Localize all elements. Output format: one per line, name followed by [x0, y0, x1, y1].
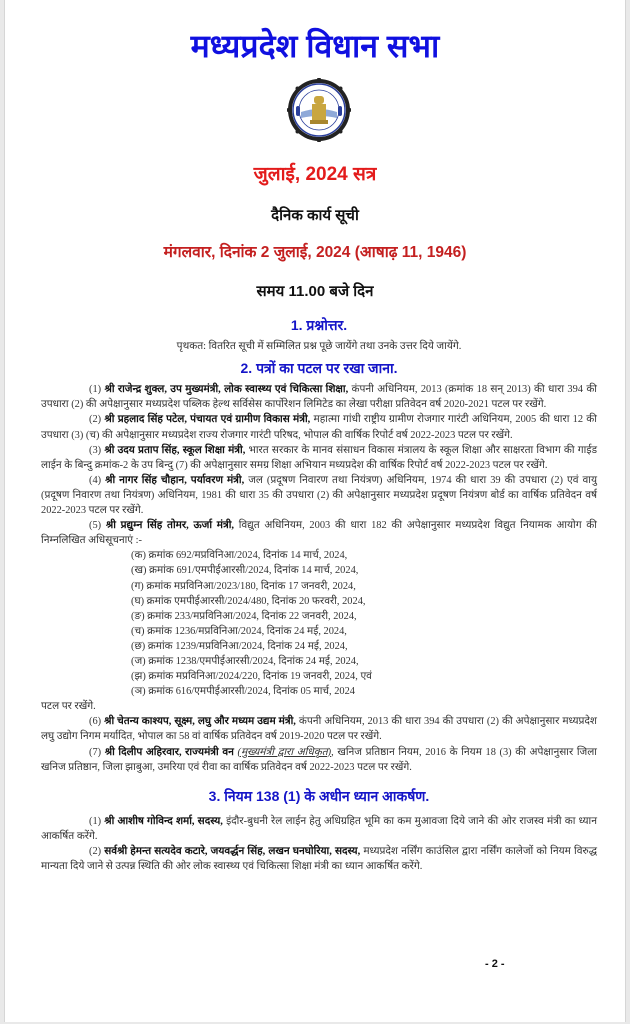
member-name: श्री आशीष गोविन्द शर्मा, सदस्य, [104, 815, 223, 827]
item-text: कंपनी अधिनियम, 2013 की धारा 394 की उपधारा (2) की अपेक्षानुसार मध्यप्रदेश लघु उद्योग निगम मर्यादित, भोपाल का 58 वां वार्षिक प्रतिवेदन वर्ष 2019-2020 पटल पर रखेंगे. [41, 716, 597, 743]
notification-item: (ख) क्रमांक 691/एमपीईआरसी/2024, दिनांक 14 मार्च, 2024, [131, 565, 359, 577]
item-text: मध्यप्रदेश नर्सिंग काउंसिल द्वारा नर्सिंग कालेजों को नियम विरुद्ध मान्यता दिये जाने से उत्पन्न स्थिति की ओर लोक स्वास्थ्य एवं चिकित्सा शिक्षा मंत्री का ध्यान आकर्षित करेंगे. [41, 846, 597, 873]
paper-item [41, 745, 597, 775]
section-heading-papers: 2. पत्रों का पटल पर रखा जाना. [240, 360, 398, 377]
item-text: विद्युत अधिनियम, 2003 की धारा 182 की अपेक्षानुसार मध्यप्रदेश विद्युत नियामक आयोग की निम्नलिखित अधिसूचनाएं :- [41, 520, 597, 547]
item-number: (7) [89, 746, 102, 758]
item-number: (6) [89, 716, 102, 728]
minister-name: श्री नागर सिंह चौहान, पर्यावरण मंत्री, [105, 474, 245, 486]
notification-item: (घ) क्रमांक एमपीईआरसी/2024/480, दिनांक 20 फरवरी, 2024, [131, 595, 366, 607]
notification-item: (झ) क्रमांक मप्रविनिआ/2024/220, दिनांक 19 जनवरी, 2024, एवं [131, 671, 372, 683]
notification-item: (ङ) क्रमांक 233/मप्रविनिआ/2024, दिनांक 22 जनवरी, 2024, [131, 610, 357, 622]
paper-item [41, 473, 597, 518]
item-text: भारत सरकार के मानव संसाधन विकास मंत्रालय के स्कूल शिक्षा और साक्षरता विभाग की गाईड लाईन के बिन्दु क्रमांक-2 के उप बिन्दु (7) की अपेक्षानुसार समग्र शिक्षा अभियान मध्यप्रदेश की वार्षिक रिपोर्ट वर्ष 2022-2023 पटल पर रखेंगे. [41, 444, 598, 471]
session-title: जुलाई, 2024 सत्र [253, 164, 377, 185]
notification-item: (छ) क्रमांक 1239/मप्रविनिआ/2024, दिनांक 24 मई, 2024, [131, 640, 348, 652]
minister-name: श्री प्रहलाद सिंह पटेल, पंचायत एवं ग्रामीण विकास मंत्री, [104, 414, 311, 426]
item-text: महात्मा गांधी राष्ट्रीय ग्रामीण रोजगार गारंटी अधिनियम, 2005 की धारा 12 की उपधारा (3) (च) की अपेक्षानुसार मध्यप्रदेश राज्य रोजगार गारंटी परिषद, भोपाल की वार्षिक रिपोर्ट वर्ष 2022-2023 पटल पर रखेंगे. [41, 414, 597, 441]
authorization-note: (मुख्यमंत्री द्वारा अधिकृत) [237, 746, 332, 758]
item-text: जल (प्रदूषण निवारण तथा नियंत्रण) अधिनियम, 1974 की धारा 39 की उपधारा (2) एवं वायु (प्रदूषण निवारण तथा नियंत्रण) अधिनियम, 1981 की धारा 35 की उपधारा (2) की अपेक्षानुसार मध्यप्रदेश प्रदूषण नियंत्रण बोर्ड का वार्षिक प्रतिवेदन वर्ष 2022-2023 पटल पर रखेंगे. [41, 474, 597, 517]
attention-item [41, 844, 597, 874]
item-text: , खनिज प्रतिष्ठान नियम, 2016 के नियम 18 (3) की अपेक्षानुसार जिला खनिज प्रतिष्ठान, जिला झाबुआ, उमरिया एवं रीवा का वार्षिक प्रतिवेदन वर्ष 2022-2023 पटल पर रखेंगे. [41, 746, 597, 773]
section-heading-attention: 3. नियम 138 (1) के अधीन ध्यान आकर्षण. [208, 787, 430, 804]
item-number: (2) [89, 846, 102, 857]
item-text: इंदौर-बुधनी रेल लाईन हेतु अधिग्रहित भूमि का कम मुआवजा दिये जाने की ओर राजस्व मंत्री का ध्यान आकर्षित करेंगे. [41, 815, 597, 842]
notification-item: (क) क्रमांक 692/मप्रविनिआ/2024, दिनांक 14 मार्च, 2024, [131, 550, 348, 562]
session-date: मंगलवार, दिनांक 2 जुलाई, 2024 (आषाढ़ 11, 1946) [163, 244, 467, 261]
document-page [4, 0, 626, 1022]
paper-item [41, 382, 597, 412]
agenda-body [41, 318, 597, 874]
item-number: (5) [89, 520, 102, 532]
item-number: (1) [89, 384, 102, 396]
questions-note: पृथकत: वितरित सूची में सम्मिलित प्रश्न पूछे जायेंगे तथा उनके उत्तर दिये जायेंगे. [176, 341, 462, 353]
minister-name: श्री उदय प्रताप सिंह, स्कूल शिक्षा मंत्री, [104, 444, 246, 456]
paper-item [41, 412, 597, 442]
minister-name: श्री राजेन्द्र शुक्ल, उप मुख्यमंत्री, लोक स्वास्थ्य एवं चिकित्सा शिक्षा, [104, 384, 349, 396]
notifications-tail: पटल पर रखेंगे. [41, 701, 96, 713]
section-heading-questions: 1. प्रश्नोत्तर. [290, 317, 348, 333]
item-text: कंपनी अधिनियम, 2013 (क्रमांक 18 सन् 2013) की धारा 394 की उपधारा (2) की अपेक्षानुसार मध्यप्रदेश पब्लिक हेल्थ सर्विसेस कार्पोरेशन लिमिटेड का लेखा परीक्षा प्रतिवेदन वर्ष 2020-2021 पटल पर रखेंगे. [41, 384, 597, 411]
paper-item [41, 443, 597, 473]
member-name: सर्वश्री हेमन्त सत्यदेव कटारे, जयवर्द्धन सिंह, लखन घनघोरिया, सदस्य, [104, 846, 361, 857]
item-number: (2) [89, 414, 102, 426]
notification-item: (ज) क्रमांक 1238/एमपीईआरसी/2024, दिनांक 24 मई, 2024, [131, 655, 359, 667]
minister-name: श्री चेतन्य काश्यप, सूक्ष्म, लघु और मध्यम उद्यम मंत्री, [104, 716, 296, 728]
item-number: (3) [89, 444, 102, 456]
agenda-title: दैनिक कार्य सूची [271, 207, 359, 224]
session-time: समय 11.00 बजे दिन [256, 283, 374, 300]
paper-item [41, 714, 597, 744]
assembly-title: मध्यप्रदेश विधान सभा [190, 28, 440, 64]
emblem-icon [287, 78, 351, 142]
minister-name: श्री प्रद्युम्न सिंह तोमर, ऊर्जा मंत्री, [105, 520, 234, 532]
item-number: (4) [89, 474, 102, 486]
minister-name: श्री दिलीप अहिरवार, राज्यमंत्री वन [104, 746, 234, 758]
notification-item: (ञ) क्रमांक 616/एमपीईआरसी/2024, दिनांक 05 मार्च, 2024 [131, 686, 355, 698]
attention-item [41, 814, 597, 844]
page-number: - 2 - [485, 958, 505, 970]
notification-item: (च) क्रमांक 1236/मप्रविनिआ/2024, दिनांक 24 मई, 2024, [131, 625, 347, 637]
item-number: (1) [89, 815, 102, 827]
paper-item [41, 518, 597, 548]
notification-item: (ग) क्रमांक मप्रविनिआ/2023/180, दिनांक 17 जनवरी, 2024, [131, 580, 356, 592]
